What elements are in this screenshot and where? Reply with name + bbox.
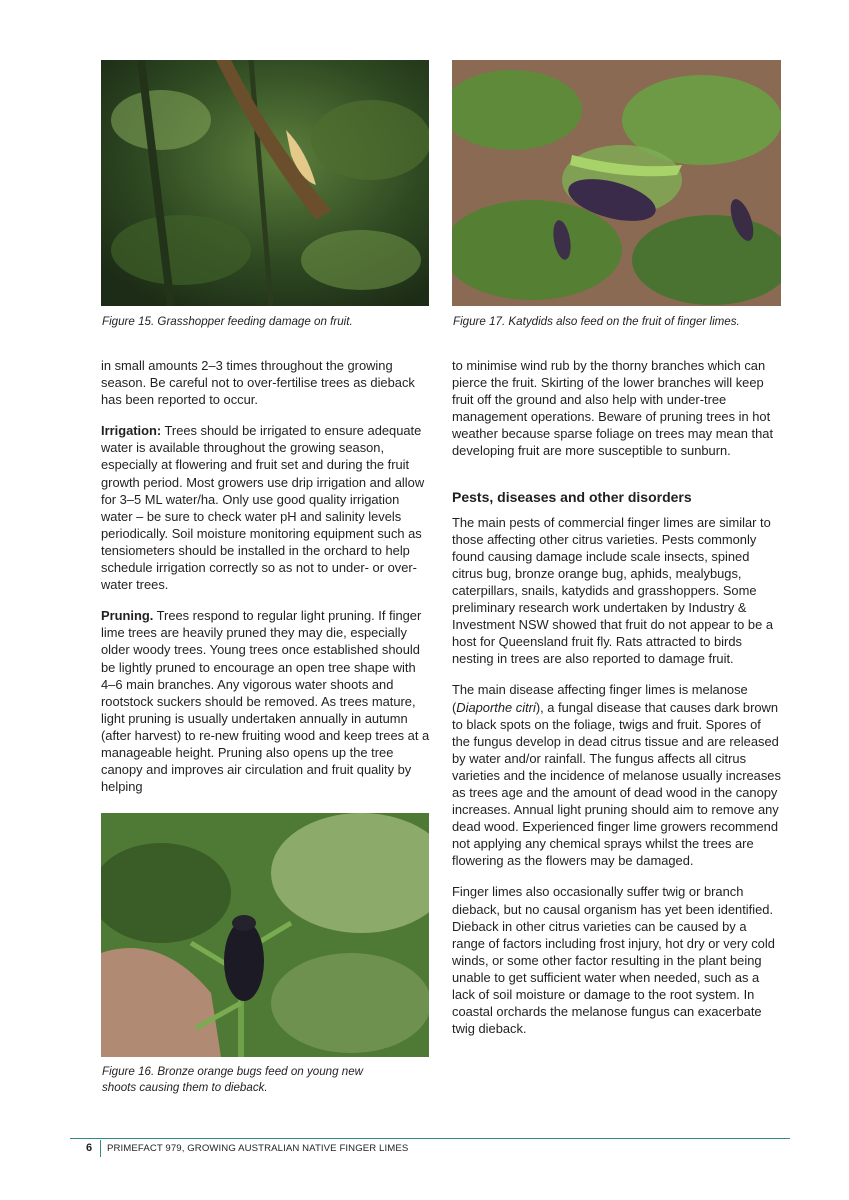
left-column <box>101 357 431 809</box>
section-heading: Pests, diseases and other disorders <box>452 488 692 505</box>
melanose-text-b: ), a fungal disease that causes dark brown to black spots on the foliage, twigs and fruit. Spores of the fungus develop in dead citrus tissue and are released by water and/or rainfall. The fungus affects all citrus varieties and the incidence of melanose usually increases as trees age and the amount of dead wood in the canopy increases. Annual light pruning should aim to remove any dead wood. Experienced finger lime growers recommend not applying any chemical sprays whilst the trees are flowering as the flowers may be damaged. <box>452 699 781 869</box>
pruning-paragraph <box>101 607 431 795</box>
right-column <box>452 357 782 1051</box>
figure-16-caption-line-1: Figure 16. Bronze orange bugs feed on young new <box>102 1065 364 1078</box>
figure-16-caption <box>102 1064 363 1096</box>
figure-17-photo <box>452 60 781 306</box>
fertiliser-paragraph: in small amounts 2–3 times throughout the growing season. Be careful not to over-fertilise trees as dieback has been reported to occur. <box>101 358 415 408</box>
figure-17-caption: Figure 17. Katydids also feed on the fruit of finger limes. <box>453 315 740 328</box>
figure-16-photo <box>101 813 429 1057</box>
figure-16-caption-line-2: shoots causing them to dieback. <box>102 1081 268 1094</box>
figure-15-photo <box>101 60 429 306</box>
irrigation-paragraph <box>101 422 431 593</box>
irrigation-label: Irrigation: <box>101 423 162 439</box>
pruning-text: Trees respond to regular light pruning. If finger lime trees are heavily pruned they may die, especially older woody trees. Young trees once established should be lightly pruned to encourage an open tree shape with 4–6 main branches. Any vigorous water shoots and rootstock suckers should be removed. As trees mature, light pruning is usually undertaken annually in autumn (after harvest) to re-new fruiting wood and keep trees at a manageable height. Pruning also opens up the tree canopy and improves air circulation and fruit quality by helping <box>101 608 430 795</box>
melanose-text-a: The main disease affecting finger limes is melanose ( <box>452 682 748 715</box>
irrigation-text: Trees should be irrigated to ensure adequate water is available throughout the growing season, especially at flowering and fruit set and during the fruit growth period. Most growers use drip irrigation and allow for 3–5 ML water/ha. Only use good quality irrigation water – be sure to check water pH and salinity levels periodically. Soil moisture monitoring equipment such as tensiometers should be installed in the orchard to help schedule irrigation correctly so as not to under- or over-water trees. <box>101 423 425 593</box>
page-number: 6 <box>86 1142 93 1154</box>
pruning-label: Pruning. <box>101 608 154 624</box>
pests-paragraph: The main pests of commercial finger limes are similar to those affecting other citrus varieties. Pests commonly found causing damage include scale insects, spined citrus bug, bronze orange bug, aphids, mealybugs, caterpillars, snails, katydids and grasshoppers. Some preliminary research work undertaken by Industry & Investment NSW showed that fruit do not appear to be a host for Queensland fruit fly. Rats attracted to birds nesting in trees are also reported to damage fruit. <box>452 514 774 667</box>
melanose-paragraph <box>452 681 782 869</box>
footer-divider <box>100 1140 101 1157</box>
wind-rub-paragraph: to minimise wind rub by the thorny branches which can pierce the fruit. Skirting of the lower branches will keep fruit off the ground and also help with under-tree management operations. Beware of pruning trees in hot weather because sparse foliage on trees may mean that developing fruit are more susceptible to sunburn. <box>452 358 774 459</box>
melanose-species: Diaporthe citri <box>456 699 536 715</box>
dieback-paragraph: Finger limes also occasionally suffer twig or branch dieback, but no causal organism has yet been identified. Dieback in other citrus varieties can be caused by a range of factors including frost injury, hot dry or very cold winds, or some other factor resulting in the plant being unable to get sufficient water when needed, such as a lack of soil moisture or damage to the root system. In coastal orchards the melanose fungus can exacerbate twig dieback. <box>452 884 775 1037</box>
footer-rule <box>70 1138 790 1139</box>
footer-publication: PRIMEFACT 979, GROWING AUSTRALIAN NATIVE FINGER LIMES <box>107 1143 409 1154</box>
figure-15-caption: Figure 15. Grasshopper feeding damage on fruit. <box>102 315 353 328</box>
